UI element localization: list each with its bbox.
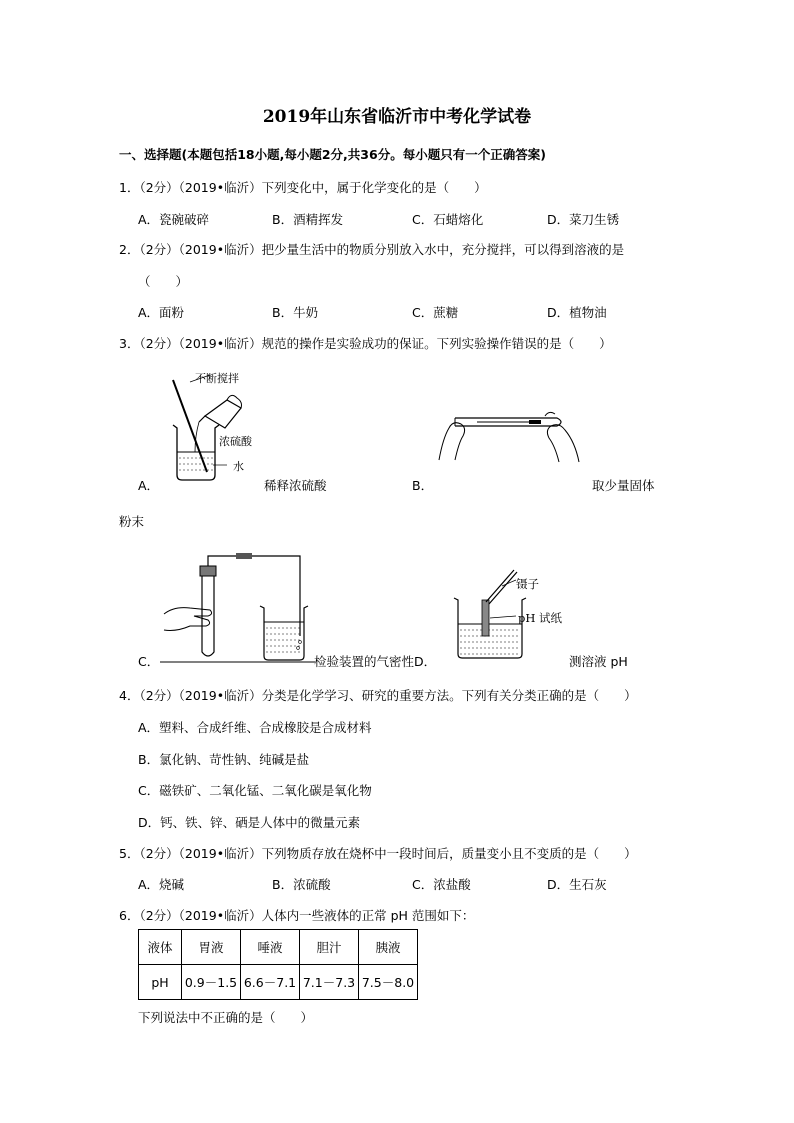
table-cell: 7.1－7.3 [300, 965, 359, 1000]
question-2-option-b: B．牛奶 [272, 305, 319, 320]
question-1-option-a: A．瓷碗破碎 [138, 212, 210, 227]
figure-a-label-acid: 浓硫酸 [219, 435, 252, 448]
question-5-option-a: A．烧碱 [138, 877, 185, 892]
question-6-prompt: 下列说法中不正确的是（ ） [138, 1010, 314, 1025]
table-cell: 液体 [139, 930, 182, 965]
figure-d-label-tweezers: 镊子 [516, 577, 539, 591]
table-cell: 6.6－7.1 [241, 965, 300, 1000]
table-cell: 胃液 [182, 930, 241, 965]
figure-a-diluting-acid [165, 370, 275, 485]
question-2-option-a: A．面粉 [138, 305, 185, 320]
page-title: 2019年山东省临沂市中考化学试卷 [262, 107, 532, 127]
table-cell: 7.5－8.0 [359, 965, 418, 1000]
question-1-option-d: D．菜刀生锈 [547, 212, 620, 227]
ph-range-table [138, 929, 418, 1000]
question-5-stem: 5．（2分）（2019•临沂）下列物质存放在烧杯中一段时间后，质量变小且不变质的是（ ） [119, 846, 637, 861]
figure-d-label-paper: pH 试纸 [518, 611, 563, 625]
question-3-stem: 3．（2分）（2019•临沂）规范的操作是实验成功的保证。下列实验操作错误的是（ ） [119, 336, 612, 351]
question-3-option-b-caption: 取少量固体 [592, 478, 655, 493]
question-4-option-a: A．塑料、合成纤维、合成橡胶是合成材料 [138, 720, 372, 735]
question-3-option-a-letter: A． [138, 478, 160, 493]
question-2-stem-continued: （ ） [138, 274, 189, 289]
table-cell: pH [139, 965, 182, 1000]
question-3-option-d-caption: 测溶液 pH [569, 654, 628, 669]
question-1-option-b: B．酒精挥发 [272, 212, 344, 227]
question-5-option-c: C．浓盐酸 [412, 877, 471, 892]
figure-b-test-tube [437, 398, 587, 468]
figure-a-label-water: 水 [233, 460, 244, 473]
question-2-option-d: D．植物油 [547, 305, 607, 320]
question-4-stem: 4．（2分）（2019•临沂）分类是化学学习、研究的重要方法。下列有关分类正确的是（ ） [119, 688, 637, 703]
figure-a-label-stir: 不断搅拌 [195, 372, 239, 385]
table-header-row [139, 930, 418, 965]
table-cell: 唾液 [241, 930, 300, 965]
question-1-option-c: C．石蜡熔化 [412, 212, 484, 227]
table-cell: 0.9－1.5 [182, 965, 241, 1000]
question-2-option-c: C．蔗糖 [412, 305, 459, 320]
question-3-option-b-letter: B． [412, 478, 434, 493]
question-3-option-c-letter: C． [138, 654, 160, 669]
section-heading: 一、选择题(本题包括18小题,每小题2分,共36分。每小题只有一个正确答案) [119, 147, 546, 162]
question-4-option-c: C．磁铁矿、二氧化锰、二氧化碳是氧化物 [138, 783, 372, 798]
question-5-option-d: D．生石灰 [547, 877, 607, 892]
question-1-stem: 1．（2分）（2019•临沂）下列变化中，属于化学变化的是（ ） [119, 180, 487, 195]
question-3-option-c-caption: 检验装置的气密性D． [314, 654, 437, 669]
question-4-option-d: D．钙、铁、锌、硒是人体中的微量元素 [138, 815, 361, 830]
question-3-option-b-caption-continued: 粉末 [119, 514, 145, 529]
question-5-option-b: B．浓硫酸 [272, 877, 331, 892]
question-2-stem: 2．（2分）（2019•临沂）把少量生活中的物质分别放入水中，充分搅拌，可以得到溶液的是 [119, 242, 625, 257]
table-row [139, 965, 418, 1000]
question-4-option-b: B．氯化钠、苛性钠、纯碱是盐 [138, 752, 310, 767]
question-6-stem: 6．（2分）（2019•临沂）人体内一些液体的正常 pH 范围如下： [119, 908, 475, 923]
question-3-option-a-caption: 稀释浓硫酸 [264, 478, 327, 493]
table-cell: 胆汁 [300, 930, 359, 965]
table-cell: 胰液 [359, 930, 418, 965]
figure-c-airtightness-check [160, 552, 320, 667]
